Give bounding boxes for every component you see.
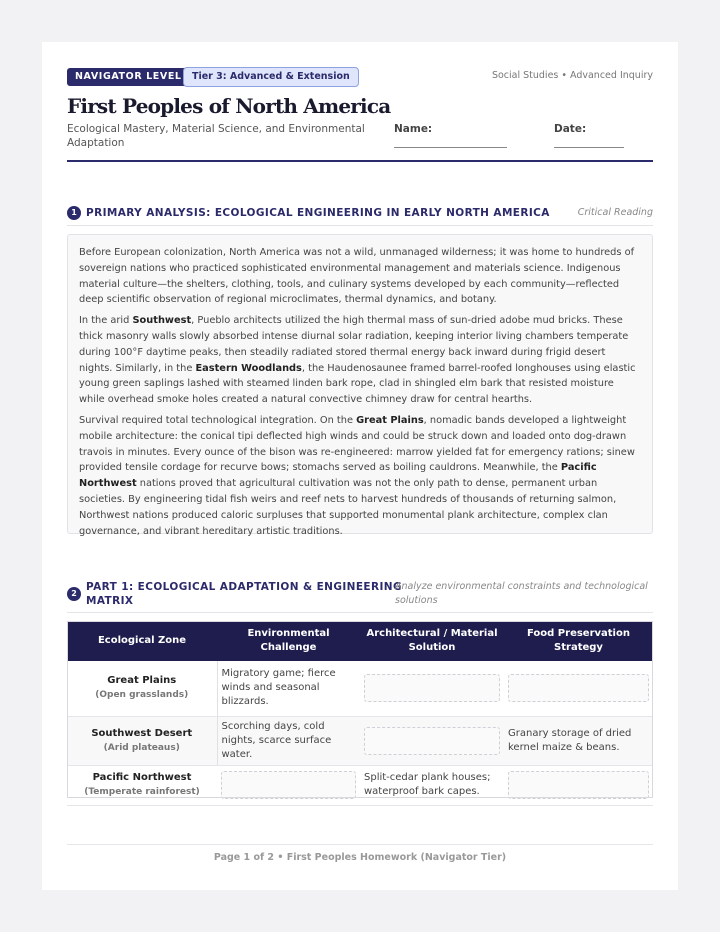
page-title: First Peoples of North America (67, 94, 391, 118)
name-field[interactable] (394, 147, 507, 148)
column-header: Food Preservation Strategy (504, 621, 653, 661)
food-cell (504, 661, 653, 716)
term-eastern-woodlands: Eastern Woodlands (195, 362, 302, 374)
section-1-header (67, 204, 653, 226)
solution-cell (360, 661, 504, 716)
paragraph-3: Survival required total technological integration. On the Great Plains, nomadic bands developed a lightweight mobile architecture: the conical tipi deflected high winds and could be struck down and loaded onto dog-drawn travois in minutes. Every ounce of the bison was re-engineered: marrow yielded fat for emergency rations; sinew provided tensile cordage for recurve bows; stomachs served as boiling cauldrons. Meanwhile, the Pacific Northwest nations proved that agricultural cultivation was not the only path to dense, permanent urban societies. By engineering tidal fish weirs and reef nets to harvest hundreds of thousands of returning salmon, Northwest nations produced caloric surpluses that supported monumental plank architecture, complex clan governance, and vibrant hereditary artistic traditions. (79, 414, 635, 537)
paragraph-2: In the arid Southwest, Pueblo architects utilized the high thermal mass of sun-dried adobe mud bricks. These thick masonry walls slowly absorbed intense diurnal solar radiation, keeping interior living chambers temperate during 100°F daytime peaks, then steadily radiated stored thermal energy back inward during frigid desert nights. Similarly, in the Eastern Woodlands, the Haudenosaunee framed barrel-roofed longhouses using elastic young green saplings lashed with steamed linden bark rope, clad in shingled elm bark that resisted moisture while overhead smoke holes created a natural convective chimney draw for central hearths. (79, 315, 636, 406)
section-title: PART 1: ECOLOGICAL ADAPTATION & ENGINEERING MATRIX (86, 581, 402, 607)
date-label: Date: (554, 123, 587, 135)
answer-box[interactable] (364, 674, 500, 702)
paragraph-1: Before European colonization, North America was not a wild, unmanaged wilderness; it was home to hundreds of sovereign nations who practiced sophisticated environmental management and materials science. Indigenous material culture—the shelters, clothing, tools, and culinary systems developed by each community—reflected deep scientific observation of regional microclimates, thermal dynamics, and botany. (79, 247, 635, 306)
adaptation-matrix (67, 621, 653, 806)
term-pacific-northwest: Pacific Northwest (79, 462, 597, 490)
date-field[interactable] (554, 147, 624, 148)
zone-cell: Pacific Northwest (Temperate rainforest) (67, 765, 217, 805)
section-note: Analyze environmental constraints and technological solutions (395, 581, 648, 606)
subject-label: Social Studies • Advanced Inquiry (491, 70, 653, 81)
term-great-plains: Great Plains (356, 414, 424, 426)
page-subtitle: Ecological Mastery, Material Science, and Environmental Adaptation (67, 123, 365, 149)
answer-box[interactable] (508, 771, 649, 799)
table-header-row (67, 621, 653, 661)
column-header: Architectural / Material Solution (360, 621, 504, 661)
section-note: Critical Reading (577, 207, 653, 218)
worksheet-page (42, 42, 678, 890)
challenge-cell: Migratory game; fierce winds and seasonal blizzards. (217, 661, 360, 716)
name-label: Name: (394, 123, 433, 135)
answer-box[interactable] (221, 771, 356, 799)
food-cell (504, 765, 653, 805)
challenge-cell: Scorching days, cold nights, scarce surface water. (217, 716, 360, 765)
solution-cell: Split-cedar plank houses; waterproof bark capes. (360, 765, 504, 805)
section-number-badge: 2 (67, 587, 81, 601)
table-row (67, 716, 653, 765)
page-footer: Page 1 of 2 • First Peoples Homework (Navigator Tier) (213, 852, 507, 863)
table-row (67, 661, 653, 716)
solution-cell (360, 716, 504, 765)
section-title: PRIMARY ANALYSIS: ECOLOGICAL ENGINEERING IN EARLY NORTH AMERICA (86, 207, 550, 219)
reading-passage (67, 234, 653, 537)
tier-badge: Tier 3: Advanced & Extension (183, 67, 359, 87)
table-row (67, 765, 653, 805)
column-header: Environmental Challenge (217, 621, 360, 661)
food-cell: Granary storage of dried kernel maize & beans. (504, 716, 653, 765)
section-number-badge: 1 (67, 206, 81, 220)
answer-box[interactable] (508, 674, 649, 702)
column-header: Ecological Zone (67, 621, 217, 661)
section-2-header (67, 578, 653, 613)
header-divider (67, 160, 653, 162)
zone-cell: Great Plains (Open grasslands) (67, 661, 217, 716)
term-southwest: Southwest (132, 315, 192, 327)
top-bar (67, 68, 653, 86)
zone-cell: Southwest Desert (Arid plateaus) (67, 716, 217, 765)
challenge-cell (217, 765, 360, 805)
level-badge: NAVIGATOR LEVEL (67, 68, 190, 86)
answer-box[interactable] (364, 727, 500, 755)
footer-divider (67, 844, 653, 845)
